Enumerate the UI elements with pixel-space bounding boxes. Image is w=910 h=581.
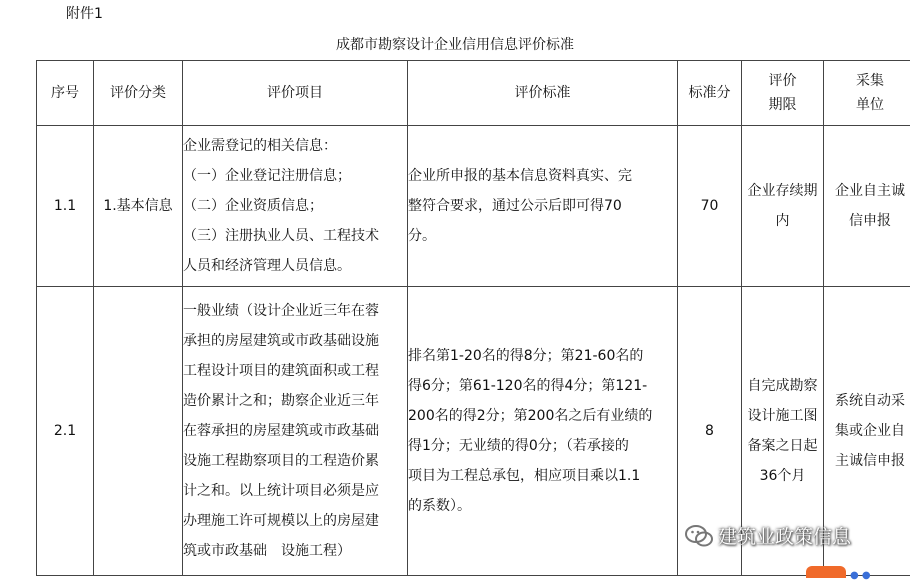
standard-line: 得1分；无业绩的得0分；（若承接的 xyxy=(408,431,677,461)
standard-line: 整符合要求，通过公示后即可得70 xyxy=(408,191,677,221)
period-line: 36个月 xyxy=(742,461,823,491)
corner-dots-icon: ● ● xyxy=(850,570,871,581)
item-line: 设施工程勘察项目的工程造价累 xyxy=(183,446,407,476)
row-standard xyxy=(408,126,678,287)
header-category: 评价分类 xyxy=(94,61,183,126)
item-line: 一般业绩（设计企业近三年在蓉 xyxy=(183,296,407,326)
header-period-line2: 期限 xyxy=(742,93,823,117)
standard-line: 的系数）。 xyxy=(408,491,677,521)
header-standard: 评价标准 xyxy=(408,61,678,126)
standard-line: 项目为工程总承包，相应项目乘以1.1 xyxy=(408,461,677,491)
header-unit-line1: 采集 xyxy=(824,69,910,93)
row-standard xyxy=(408,287,678,576)
row-unit xyxy=(824,126,910,287)
item-line: （三）注册执业人员、工程技术 xyxy=(183,221,407,251)
row-category xyxy=(94,287,183,576)
watermark xyxy=(684,522,851,549)
row-score: 8 xyxy=(678,287,742,576)
header-period-line1: 评价 xyxy=(742,69,823,93)
standard-line: 得6分；第61-120名的得4分；第121- xyxy=(408,371,677,401)
credit-evaluation-table xyxy=(36,60,910,576)
header-unit-line2: 单位 xyxy=(824,93,910,117)
item-line: 企业需登记的相关信息： xyxy=(183,131,407,161)
period-line: 备案之日起 xyxy=(742,431,823,461)
table-row xyxy=(37,126,910,287)
attachment-label: 附件1 xyxy=(66,3,103,23)
period-line: 企业存续期 xyxy=(742,176,823,206)
header-score: 标准分 xyxy=(678,61,742,126)
item-line: 承担的房屋建筑或市政基础设施 xyxy=(183,326,407,356)
header-index: 序号 xyxy=(37,61,94,126)
item-line: 计之和。以上统计项目必须是应 xyxy=(183,476,407,506)
item-line: 人员和经济管理人员信息。 xyxy=(183,251,407,281)
unit-line: 系统自动采 xyxy=(824,386,910,416)
item-line: 工程设计项目的建筑面积或工程 xyxy=(183,356,407,386)
table-header-row xyxy=(37,61,910,126)
item-line: 办理施工许可规模以上的房屋建 xyxy=(183,506,407,536)
standard-line: 排名第1-20名的得8分；第21-60名的 xyxy=(408,341,677,371)
document-title: 成都市勘察设计企业信用信息评价标准 xyxy=(0,34,910,54)
standard-line: 分。 xyxy=(408,221,677,251)
header-period xyxy=(742,61,824,126)
period-line: 内 xyxy=(742,206,823,236)
unit-line: 企业自主诚 xyxy=(824,176,910,206)
standard-line: 企业所申报的基本信息资料真实、完 xyxy=(408,161,677,191)
watermark-text: 建筑业政策信息 xyxy=(718,522,851,549)
period-line: 设计施工图 xyxy=(742,401,823,431)
item-line: 筑或市政基础 设施工程） xyxy=(183,536,407,566)
unit-line: 集或企业自 xyxy=(824,416,910,446)
item-line: （一）企业登记注册信息； xyxy=(183,161,407,191)
row-score: 70 xyxy=(678,126,742,287)
row-category: 1.基本信息 xyxy=(94,126,183,287)
period-line: 自完成勘察 xyxy=(742,371,823,401)
row-item xyxy=(183,126,408,287)
standard-line: 200名的得2分；第200名之后有业绩的 xyxy=(408,401,677,431)
corner-badge-icon xyxy=(806,566,846,578)
item-line: （二）企业资质信息； xyxy=(183,191,407,221)
unit-line: 主诚信申报 xyxy=(824,446,910,476)
unit-line: 信申报 xyxy=(824,206,910,236)
row-index: 1.1 xyxy=(37,126,94,287)
wechat-official-account-icon xyxy=(684,523,714,549)
header-unit xyxy=(824,61,910,126)
row-item xyxy=(183,287,408,576)
row-period xyxy=(742,126,824,287)
item-line: 造价累计之和；勘察企业近三年 xyxy=(183,386,407,416)
item-line: 在蓉承担的房屋建筑或市政基础 xyxy=(183,416,407,446)
row-index: 2.1 xyxy=(37,287,94,576)
header-item: 评价项目 xyxy=(183,61,408,126)
